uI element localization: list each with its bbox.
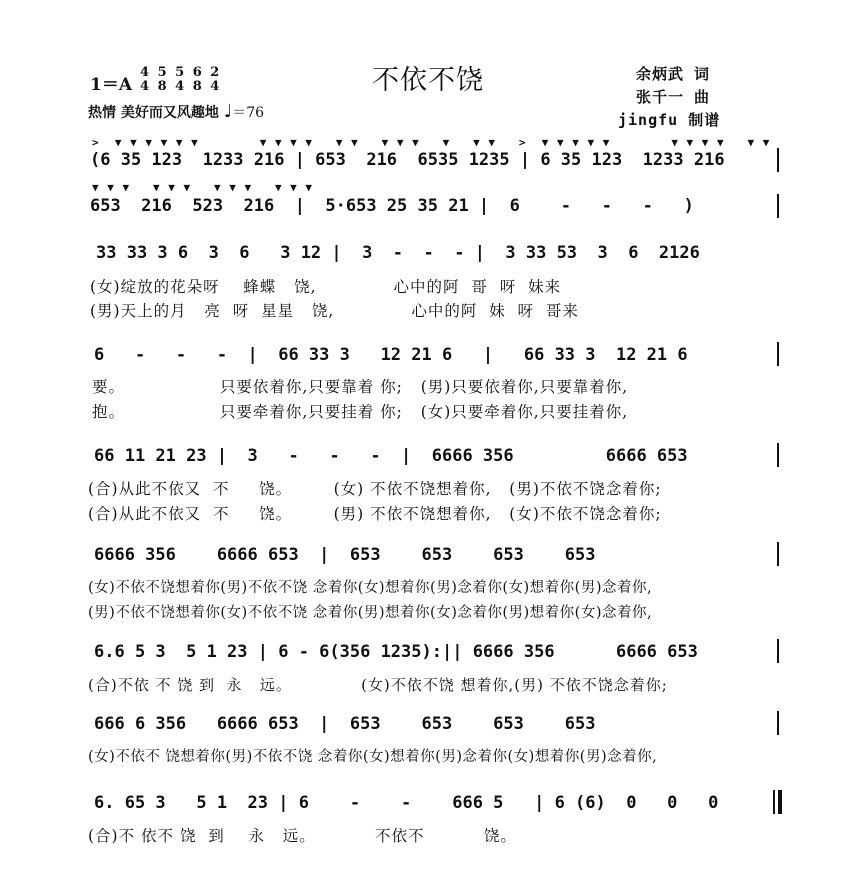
notation-line: 6.6 5 3 5 1 23 | 6 - 6(356 1235):|| 6666 356 6666 653 [94, 642, 698, 662]
song-title: 不依不饶 [372, 65, 484, 96]
barline [777, 342, 779, 366]
lyric-line-2: (男)不依不饶想着你(女)不依不饶 念着你(男)想着你(女)念着你(男)想着你(女)念着你, [88, 605, 653, 621]
notation-line: 653 216 523 216 | 5·653 25 35 21 | 6 - - - ) [90, 196, 694, 216]
final-barline-thick [778, 790, 782, 814]
quarter-note-icon: ♩ [223, 101, 233, 122]
barline [777, 542, 779, 566]
notation-line: 33 33 3 6 3 6 3 12 | 3 - - - | 3 33 53 3 6 2126 [96, 243, 700, 263]
expression-text: 热情 美好而又风趣地 [88, 105, 219, 121]
lyric-line-1: (合)从此不依又 不 饶。 (女) 不依不饶想着你, (男)不依不饶念着你; [88, 480, 662, 498]
notation-line: 66 11 21 23 | 3 - - - | 6666 356 6666 653 [94, 446, 688, 466]
accent-marks: ▼ ▼ ▼ ▼ ▼ ▼ ▼ ▼ ▼ ▼ ▼ ▼ [92, 181, 314, 194]
lyric-line-male: (男)天上的月 亮 呀 星星 饶, 心中的阿 妹 呀 哥来 [90, 302, 579, 320]
notation-line: 6666 356 6666 653 | 653 653 653 653 [94, 545, 596, 565]
barline [777, 711, 779, 735]
meter-numerators: 4 5 5 6 2 [140, 65, 222, 80]
notation-line: 6. 65 3 5 1 23 | 6 - - 666 5 | 6 (6) 0 0 0 [94, 793, 719, 813]
lyric-line-2: 抱。 只要牵着你,只要挂着 你; (女)只要牵着你,只要挂着你, [92, 403, 629, 421]
barline [777, 639, 779, 663]
tempo-value: ＝76 [232, 105, 265, 121]
lyric-line-1: (女)不依不 饶想着你(男)不依不饶 念着你(女)想着你(男)念着你(女)想着你(男)念着你, [88, 749, 658, 765]
lyric-line-1: (合)不 依不 饶 到 永 远。 不依不 饶。 [88, 827, 517, 845]
lyric-line-1: (女)不依不饶想着你(男)不依不饶 念着你(女)想着你(男)念着你(女)想着你(男)念着你, [88, 580, 653, 596]
barline [777, 194, 779, 218]
final-barline-thin [773, 790, 775, 814]
meter-denominators: 4 8 4 8 4 [140, 79, 222, 94]
notation-line: 6 - - - | 66 33 3 12 21 6 | 66 33 3 12 21 6 [94, 345, 688, 365]
lyric-line-1: (合)不依 不 饶 到 永 远。 (女)不依不饶 想着你,(男) 不依不饶念着你; [88, 676, 668, 694]
lyricist-credit: 余炳武 词 [636, 65, 711, 83]
barline [777, 443, 779, 467]
expression-mark [88, 101, 264, 122]
accent-marks: > ▼ ▼ ▼ ▼ ▼ ▼ ▼ ▼ ▼ ▼ ▼ ▼ ▼ ▼ ▼ ▼ ▼ ▼ > ▼ ▼ ▼ ▼ ▼ ▼ ▼ ▼ ▼ ▼ ▼ [92, 136, 771, 149]
key-signature: 1＝A [90, 75, 133, 95]
composer-credit: 张千一 曲 [636, 88, 711, 106]
lyric-line-2: (合)从此不依又 不 饶。 (男) 不依不饶想着你, (女)不依不饶念着你; [88, 505, 662, 523]
notation-line: (6 35 123 1233 216 | 653 216 6535 1235 | 6 35 123 1233 216 [90, 150, 725, 170]
lyric-line-female: (女)绽放的花朵呀 蜂蝶 饶, 心中的阿 哥 呀 妹来 [90, 278, 562, 296]
lyric-line-1: 要。 只要依着你,只要靠着 你; (男)只要依着你,只要靠着你, [92, 378, 629, 396]
arranger-credit: jingfu 制谱 [618, 111, 721, 129]
notation-line: 666 6 356 6666 653 | 653 653 653 653 [94, 714, 596, 734]
barline [777, 148, 779, 172]
